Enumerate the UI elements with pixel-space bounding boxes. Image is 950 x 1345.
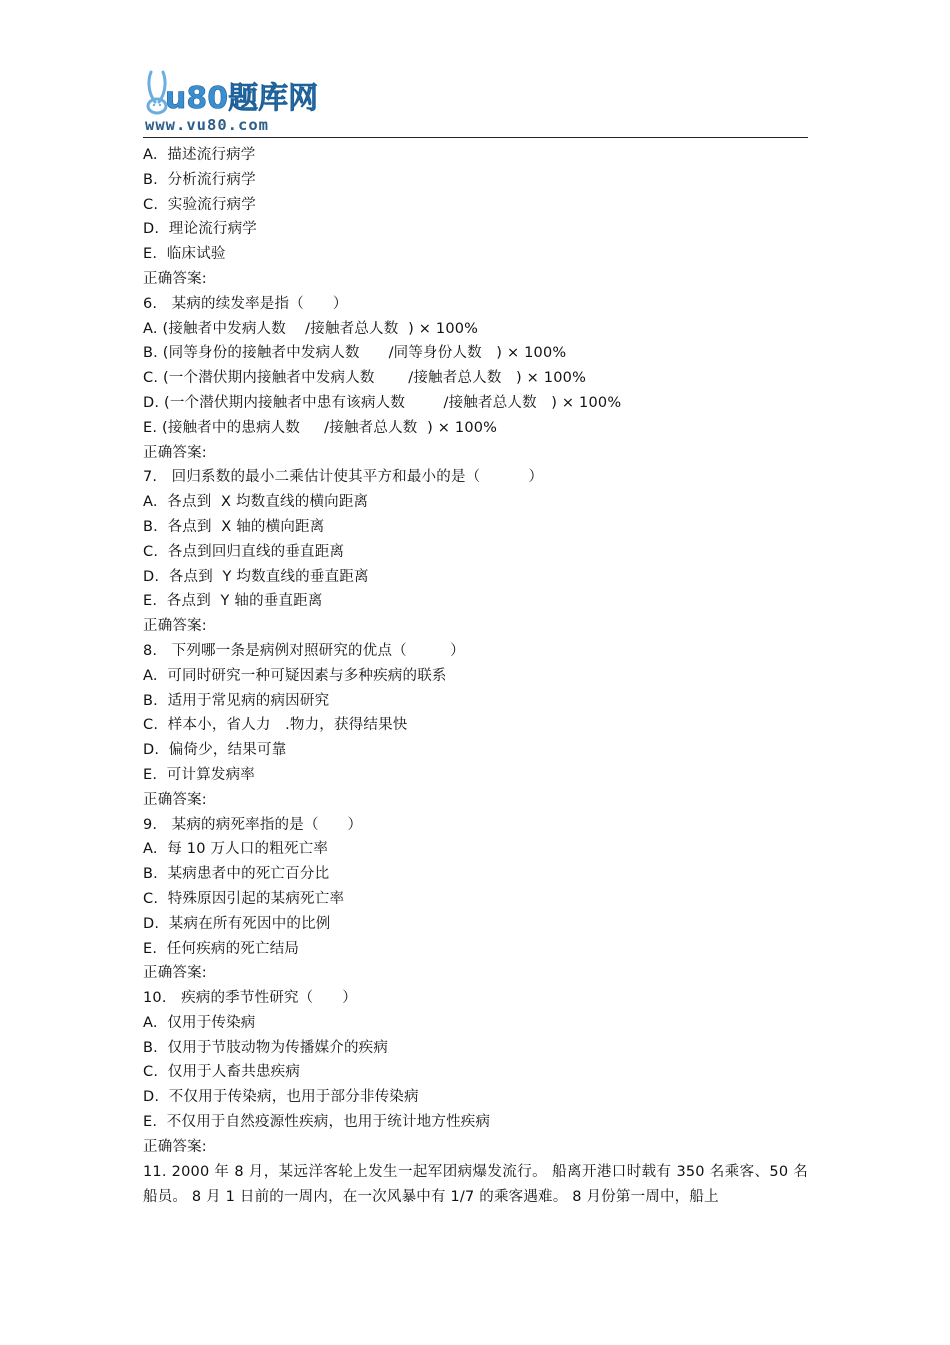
question-11: 11. 2000 年 8 月，某远洋客轮上发生一起军团病爆发流行。 船离开港口时载有 350 名乘客、50 名船员。 8 月 1 日前的一周内，在一次风暴中有 1/7 的乘客遇难。 8 月份第一周中，船上 (143, 1163, 808, 1205)
option-line: B. 仅用于节肢动物为传播媒介的疾病 (143, 1039, 389, 1056)
option-line: C. 各点到回归直线的垂直距离 (143, 543, 345, 560)
logo-url-text: www.vu80.com (145, 116, 269, 134)
question-10: 10. 疾病的季节性研究（ ） (143, 990, 357, 1007)
option-line: E. 各点到 Y 轴的垂直距离 (143, 593, 323, 610)
option-line: D. 某病在所有死因中的比例 (143, 915, 331, 932)
option-line: B. 某病患者中的死亡百分比 (143, 866, 330, 883)
answer-label: 正确答案: (143, 444, 207, 461)
answer-label: 正确答案: (143, 791, 207, 808)
option-line: D. 不仅用于传染病，也用于部分非传染病 (143, 1089, 419, 1106)
option-line: C. 特殊原因引起的某病死亡率 (143, 890, 345, 907)
site-logo (143, 68, 343, 134)
option-line: C. 仅用于人畜共患疾病 (143, 1064, 301, 1081)
option-line: E. 任何疾病的死亡结局 (143, 940, 300, 957)
option-line: A. 仅用于传染病 (143, 1014, 256, 1031)
option-line: D. 理论流行病学 (143, 221, 257, 238)
answer-label: 正确答案: (143, 270, 207, 287)
question-6: 6. 某病的续发率是指（ ） (143, 295, 348, 312)
option-line: B. 分析流行病学 (143, 171, 256, 188)
rabbit-mascot-icon (148, 72, 166, 113)
option-line: D. (一个潜伏期内接触者中患有该病人数 /接触者总人数 ) × 100% (143, 394, 622, 411)
option-line: D. 各点到 Y 均数直线的垂直距离 (143, 568, 369, 585)
option-line: B. (同等身份的接触者中发病人数 /同等身份人数 ) × 100% (143, 345, 567, 362)
header-divider (143, 137, 808, 138)
option-line: E. 不仅用于自然疫源性疾病，也用于统计地方性疾病 (143, 1114, 491, 1131)
answer-label: 正确答案: (143, 1138, 207, 1155)
option-line: B. 各点到 X 轴的横向距离 (143, 518, 325, 535)
option-line: A. 各点到 X 均数直线的横向距离 (143, 494, 369, 511)
question-8: 8. 下列哪一条是病例对照研究的优点（ ） (143, 642, 465, 659)
option-line: C. (一个潜伏期内接触者中发病人数 /接触者总人数 ) × 100% (143, 370, 587, 387)
option-line: A. 描述流行病学 (143, 147, 256, 163)
question-9: 9. 某病的病死率指的是（ ） (143, 816, 363, 833)
option-line: A. 可同时研究一种可疑因素与多种疾病的联系 (143, 667, 447, 684)
option-line: C. 实验流行病学 (143, 196, 256, 213)
option-line: A. (接触者中发病人数 /接触者总人数 ) × 100% (143, 320, 479, 337)
option-line: A. 每 10 万人口的粗死亡率 (143, 841, 329, 858)
option-line: E. 可计算发病率 (143, 766, 255, 783)
logo-brand-text: u80题库网 (165, 81, 319, 116)
option-line: D. 偏倚少，结果可靠 (143, 742, 287, 759)
answer-label: 正确答案: (143, 965, 207, 982)
document-body (143, 143, 808, 1210)
answer-label: 正确答案: (143, 618, 207, 635)
option-line: B. 适用于常见病的病因研究 (143, 692, 330, 709)
option-line: E. (接触者中的患病人数 /接触者总人数 ) × 100% (143, 419, 498, 436)
option-line: E. 临床试验 (143, 246, 226, 263)
option-line: C. 样本小，省人力 .物力，获得结果快 (143, 717, 408, 734)
question-7: 7. 回归系数的最小二乘估计使其平方和最小的是（ ） (143, 469, 544, 486)
